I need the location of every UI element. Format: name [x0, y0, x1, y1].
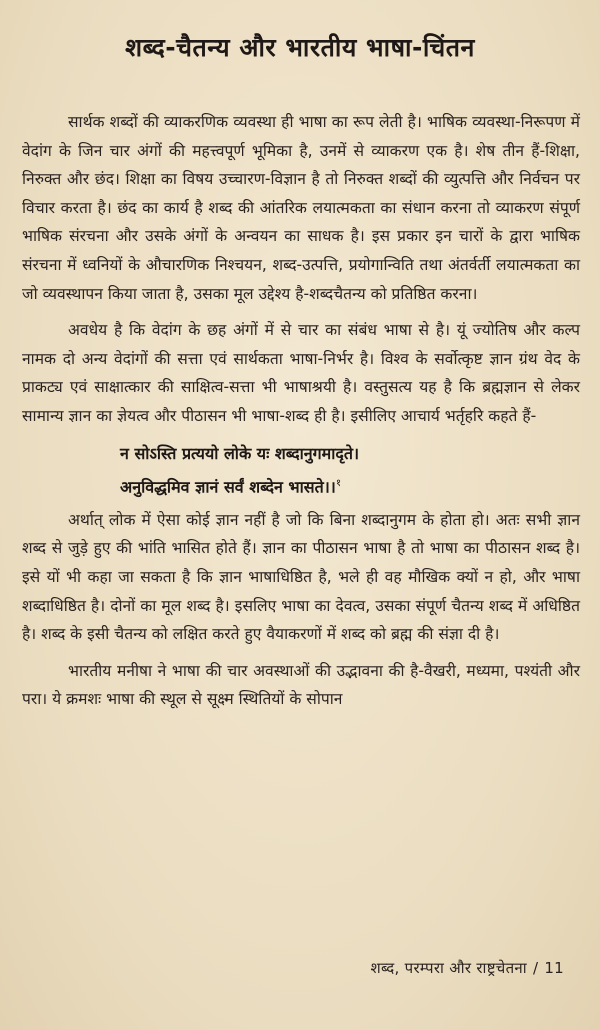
page-footer: [370, 958, 564, 978]
running-footer-title: शब्द, परम्परा और राष्ट्रचेतना: [370, 959, 527, 977]
paragraph: अर्थात् लोक में ऐसा कोई ज्ञान नहीं है जो कि बिना शब्दानुगम के होता हो। अतः सभी ज्ञान शब्द से जुड़े हुए की भांति भासित होते हैं। ज्ञान का पीठासन भाषा है तो भाषा का पीठासन शब्द है। इसे यों भी कहा जा सकता है कि ज्ञान भाषाधिष्ठित है, भले ही वह मौखिक क्यों न हो, और भाषा शब्दाधिष्ठित है। दोनों का मूल शब्द है। इसलिए भाषा का देवत्व, उसका संपूर्ण चैतन्य शब्द में अधिष्ठित है। शब्द के इसी चैतन्य को लक्षित करते हुए वैयाकरणों में शब्द को ब्रह्म की संज्ञा दी है।: [22, 510, 580, 644]
footnote-mark: १: [335, 477, 342, 489]
page-title: शब्द-चैतन्य और भारतीय भाषा-चिंतन: [125, 33, 475, 62]
paragraph: सार्थक शब्दों की व्याकरणिक व्यवस्था ही भाषा का रूप लेती है। भाषिक व्यवस्था-निरूपण में वेदांग के जिन चार अंगों की महत्त्वपूर्ण भूमिका है, उनमें से व्याकरण एक है। शेष तीन हैं-शिक्षा, निरुक्त और छंद। शिक्षा का विषय उच्चारण-विज्ञान है तो निरुक्त शब्दों की व्युत्पत्ति और निर्वचन पर विचार करता है। छंद का कार्य है शब्द की आंतरिक लयात्मकता का संधान करना तो व्याकरण संपूर्ण भाषिक संरचना और उसके अंगों के अन्वयन का साधक है। इस प्रकार इन चारों के द्वारा भाषिक संरचना में ध्वनियों के औचारणिक निश्चयन, शब्द-उत्पत्ति, प्रयोगान्विति तथा अंतर्वर्ती लयात्मकता का जो व्यवस्थापन किया जाता है, उसका मूल उद्देश्य है-शब्दचैतन्य को प्रतिष्ठित करना।: [22, 113, 580, 303]
page-number: 11: [544, 959, 564, 977]
verse-line: अनुविद्धमिव ज्ञानं सर्वं शब्देन भासते।।: [120, 476, 336, 496]
footer-separator: /: [532, 959, 539, 977]
paragraph: अवधेय है कि वेदांग के छह अंगों में से चार का संबंध भाषा से है। यूं ज्योतिष और कल्प नामक दो अन्य वेदांगों की सत्ता एवं सार्थकता भाषा-निर्भर है। विश्व के सर्वोत्कृष्ट ज्ञान ग्रंथ वेद के प्राकट्य एवं साक्षात्कार की साक्षित्व-सत्ता भी भाषाश्रयी है। वस्तुसत्य यह है कि ब्रह्मज्ञान से लेकर सामान्य ज्ञान का ज्ञेयत्व और पीठासन भी भाषा-शब्द ही है। इसीलिए आचार्य भर्तृहरि कहते हैं-: [22, 321, 580, 425]
body-text: [22, 108, 580, 722]
sanskrit-verse: [22, 439, 580, 502]
verse-line-with-footnote: [120, 469, 580, 502]
verse-line: न सोऽस्ति प्रत्ययो लोके यः शब्दानुगमादृते।: [120, 443, 360, 463]
paragraph: भारतीय मनीषा ने भाषा की चार अवस्थाओं की उद्भावना की है-वैखरी, मध्यमा, पश्यंती और परा। ये क्रमशः भाषा की स्थूल से सूक्ष्म स्थितियों के सोपान: [22, 661, 580, 709]
